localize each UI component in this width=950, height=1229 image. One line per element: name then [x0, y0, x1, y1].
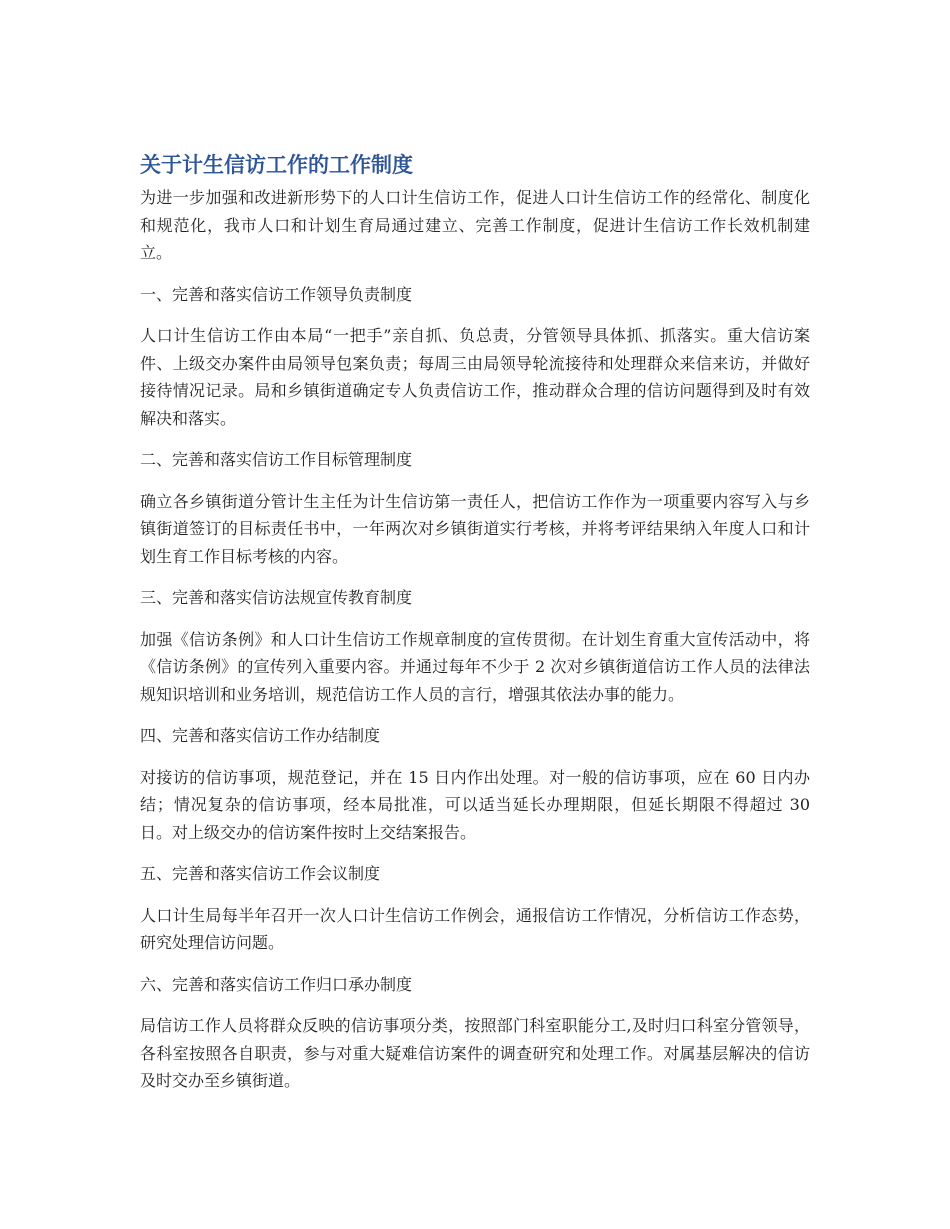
section-body-6: 局信访工作人员将群众反映的信访事项分类，按照部门科室职能分工,及时归口科室分管领导，各科室按照各自职责，参与对重大疑难信访案件的调查研究和处理工作。对属基层解决的信访及时交办至乡镇街道。: [140, 1016, 810, 1090]
intro-paragraph: 为进一步加强和改进新形势下的人口计生信访工作，促进人口计生信访工作的经常化、制度化和规范化，我市人口和计划生育局通过建立、完善工作制度，促进计生信访工作长效机制建立。: [140, 188, 810, 262]
section-heading-6: 六、完善和落实信访工作归口承办制度: [140, 974, 413, 994]
section-heading-5: 五、完善和落实信访工作会议制度: [140, 864, 381, 883]
document-page: [140, 150, 810, 1109]
section-body-2: 确立各乡镇街道分管计生主任为计生信访第一责任人，把信访工作作为一项重要内容写入与乡镇街道签订的目标责任书中，一年两次对乡镇街道实行考核，并将考评结果纳入年度人口和计划生育工作目标考核的内容。: [140, 491, 810, 566]
section-heading-2: 二、完善和落实信访工作目标管理制度: [140, 450, 413, 469]
section-heading-1: 一、完善和落实信访工作领导负责制度: [140, 284, 413, 304]
section-heading-4: 四、完善和落实信访工作办结制度: [140, 726, 381, 745]
section-heading-3: 三、完善和落实信访法规宣传教育制度: [140, 588, 413, 607]
section-body-5: 人口计生局每半年召开一次人口计生信访工作例会，通报信访工作情况，分析信访工作态势，研究处理信访问题。: [140, 905, 810, 952]
section-body-4: 对接访的信访事项，规范登记，并在 15 日内作出处理。对一般的信访事项，应在 60 日内办结；情况复杂的信访事项，经本局批准，可以适当延长办理期限，但延长期限不得超过 30 日。对上级交办的信访案件按时上交结案报告。: [140, 767, 810, 842]
section-body-1: 人口计生信访工作由本局“一把手”亲自抓、负总责，分管领导具体抓、抓落实。重大信访案件、上级交办案件由局领导包案负责；每周三由局领导轮流接待和处理群众来信来访，并做好接待情况记录。局和乡镇街道确定专人负责信访工作，推动群众合理的信访问题得到及时有效解决和落实。: [140, 326, 810, 428]
document-title: 关于计生信访工作的工作制度: [140, 153, 413, 177]
section-body-3: 加强《信访条例》和人口计生信访工作规章制度的宣传贯彻。在计划生育重大宣传活动中，将《信访条例》的宣传列入重要内容。并通过每年不少于 2 次对乡镇街道信访工作人员的法律法规知识培训和业务培训，规范信访工作人员的言行，增强其依法办事的能力。: [140, 629, 810, 704]
